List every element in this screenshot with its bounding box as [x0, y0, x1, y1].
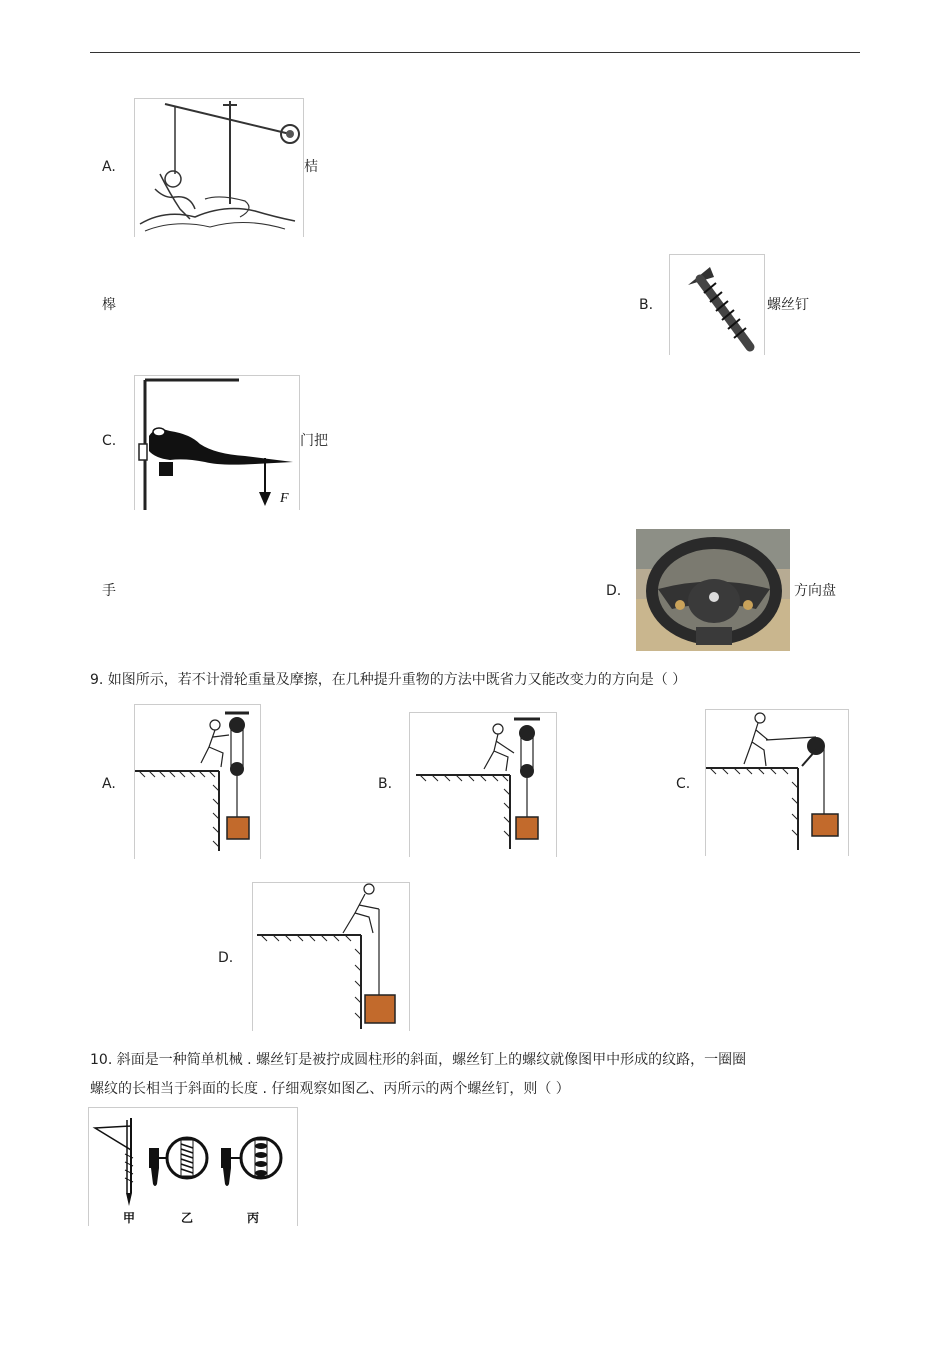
q9-option-b-image [409, 712, 557, 857]
option-a-name-part2: 槔 [102, 297, 116, 313]
q9-question: 9. 如图所示，若不计滑轮重量及摩擦，在几种提升重物的方法中既省力又能改变力的方向是（ ） [90, 672, 687, 688]
q10-question-line1: 10. 斜面是一种简单机械 . 螺丝钉是被拧成圆柱形的斜面，螺丝钉上的螺纹就像图甲中形成的纹路，一圈圈 [90, 1052, 747, 1068]
q9-option-c-image [705, 709, 849, 856]
q9-option-a-image [134, 704, 261, 859]
option-d-image [636, 529, 790, 651]
q10-label-yi: 乙 [181, 1211, 194, 1225]
option-c-image [134, 375, 300, 510]
header-rule [90, 52, 860, 53]
q9-option-d-image [252, 882, 410, 1031]
q9-option-b-letter: B. [378, 776, 393, 792]
option-b-image [669, 254, 765, 355]
option-d-name: 方向盘 [794, 583, 836, 599]
q9-option-c-letter: C. [676, 776, 691, 792]
option-a-letter: A. [102, 159, 116, 175]
option-b-name: 螺丝钉 [767, 297, 809, 313]
q9-option-a-letter: A. [102, 776, 116, 792]
door-handle-force-label: F [280, 491, 289, 506]
q10-image [88, 1107, 298, 1226]
q9-option-d-letter: D. [218, 950, 234, 966]
option-c-name-part1: 门把 [300, 433, 328, 449]
q10-label-jia: 甲 [123, 1211, 136, 1225]
option-c-letter: C. [102, 433, 117, 449]
option-d-letter: D. [606, 583, 622, 599]
option-a-name-part1: 桔 [304, 159, 318, 175]
option-b-letter: B. [639, 297, 654, 313]
option-c-name-part2: 手 [102, 583, 116, 599]
q10-label-bing: 丙 [247, 1211, 260, 1225]
q10-question-line2: 螺纹的长相当于斜面的长度 . 仔细观察如图乙、丙所示的两个螺丝钉，则（ ） [90, 1081, 570, 1097]
option-a-image [134, 98, 304, 237]
